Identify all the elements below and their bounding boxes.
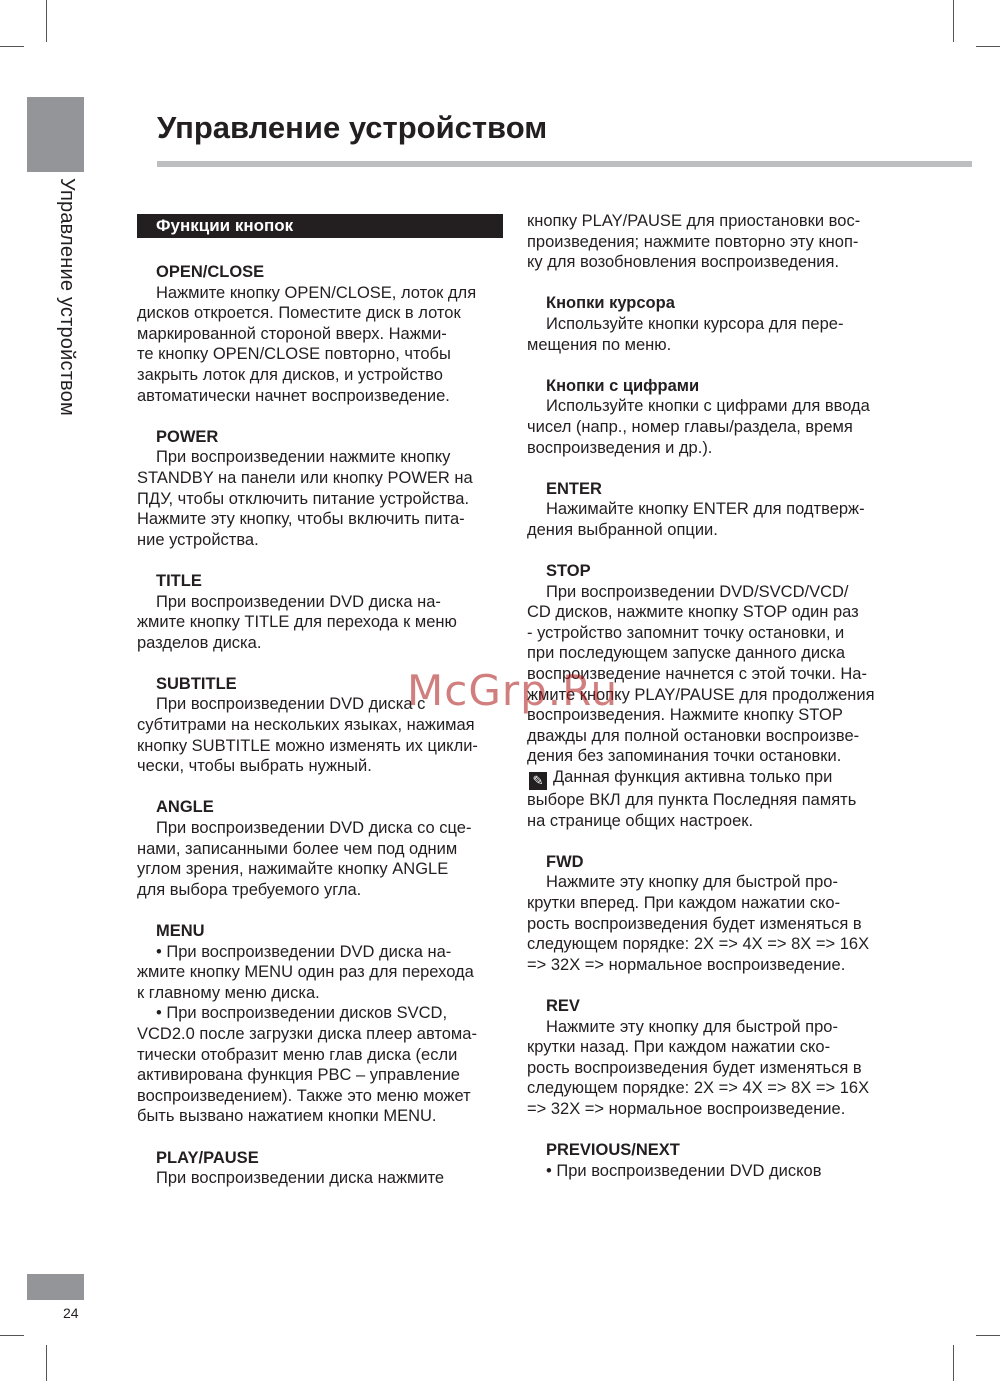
angle-section xyxy=(137,797,503,900)
note-pen-icon: ✎ xyxy=(529,772,547,790)
section-heading: OPEN/CLOSE xyxy=(156,263,265,281)
section-heading: Кнопки курсора xyxy=(546,294,675,313)
power-section xyxy=(137,427,503,551)
text-line: для выбора требуемого угла. xyxy=(137,880,362,899)
section-heading: REV xyxy=(546,996,580,1015)
bullet-line: • При воспроизведении DVD диска на- xyxy=(156,942,452,961)
crop-mark xyxy=(976,46,1000,47)
text-line: => 32X => нормальное воспроизведение. xyxy=(527,1099,846,1118)
text-line: дения без запоминания точки остановки. xyxy=(527,747,842,766)
bullet-line: • При воспроизведении DVD дисков xyxy=(546,1161,822,1180)
section-heading: STOP xyxy=(546,562,591,581)
text-line: кнопку SUBTITLE можно изменять их цикли- xyxy=(137,736,478,755)
text-line: разделов диска. xyxy=(137,633,262,652)
text-line: При воспроизведении DVD диска с xyxy=(156,695,426,714)
text-line: на странице общих настроек. xyxy=(527,811,754,830)
menu-section xyxy=(137,921,503,1127)
section-heading: MENU xyxy=(156,922,205,940)
bullet-line: • При воспроизведении дисков SVCD, xyxy=(156,1004,448,1023)
text-line: активирована функция PBC – управление xyxy=(137,1066,460,1085)
text-line: воспроизведения и др.). xyxy=(527,438,713,457)
text-line: закрыть лоток для дисков, и устройство xyxy=(137,365,443,384)
text-line: дения выбранной опции. xyxy=(527,520,718,539)
numeric-section xyxy=(527,376,897,458)
side-tab-box xyxy=(27,97,84,172)
text-line: Используйте кнопки курсора для пере- xyxy=(546,314,844,333)
crop-mark xyxy=(46,0,47,42)
section-heading: PREVIOUS/NEXT xyxy=(546,1141,680,1160)
note-text: Данная функция активна только при xyxy=(553,768,833,787)
text-line: чески, чтобы выбрать нужный. xyxy=(137,757,372,776)
text-line: воспроизведения. Нажмите кнопку STOP xyxy=(527,706,843,725)
text-line: При воспроизведении DVD диска со сце- xyxy=(156,819,472,838)
section-heading: FWD xyxy=(546,852,584,871)
text-line: произведения; нажмите повторно эту кноп- xyxy=(527,232,859,251)
section-title-bar: Функции кнопок xyxy=(137,214,503,238)
page-number-box xyxy=(27,1274,84,1300)
text-line: При воспроизведении нажмите кнопку xyxy=(156,448,451,467)
enter-section xyxy=(527,479,897,541)
text-line: кнопку PLAY/PAUSE для приостановки вос- xyxy=(527,212,861,230)
crop-mark xyxy=(46,1345,47,1381)
text-line: тически отобразит меню глав диска (если xyxy=(137,1045,458,1064)
side-title: Управление устройством xyxy=(56,178,78,416)
prev-next-section xyxy=(527,1140,897,1181)
section-heading: SUBTITLE xyxy=(156,674,237,693)
cursor-section xyxy=(527,293,897,355)
text-line: нами, записанными более чем под одним xyxy=(137,839,458,858)
section-heading: PLAY/PAUSE xyxy=(156,1148,259,1167)
section-heading: POWER xyxy=(156,427,219,446)
text-line: При воспроизведении DVD диска на- xyxy=(156,592,441,611)
section-heading: ENTER xyxy=(546,479,602,498)
text-line: рость воспроизведения будет изменяться в xyxy=(527,1058,862,1077)
text-line: субтитрами на нескольких языках, нажимая xyxy=(137,716,475,735)
text-line: рость воспроизведения будет изменяться в xyxy=(527,914,862,933)
text-line: ПДУ, чтобы отключить питание устройства. xyxy=(137,489,470,508)
section-heading: ANGLE xyxy=(156,798,214,817)
crop-mark xyxy=(0,1335,24,1336)
text-line: жмите кнопку MENU один раз для перехода xyxy=(137,963,474,982)
text-line: жмите кнопку PLAY/PAUSE для продолжения xyxy=(527,685,875,704)
text-line: CD дисков, нажмите кнопку STOP один раз xyxy=(527,603,859,622)
text-line: маркированной стороной вверх. Нажми- xyxy=(137,324,447,343)
text-line: к главному меню диска. xyxy=(137,983,320,1002)
text-line: при последующем запуске данного диска xyxy=(527,644,846,663)
page-title: Управление устройством xyxy=(157,110,548,145)
text-line: дважды для полной остановки воспроизве- xyxy=(527,726,860,745)
play-pause-continued xyxy=(527,211,897,273)
text-line: При воспроизведении диска нажмите xyxy=(156,1169,445,1188)
crop-mark xyxy=(0,46,24,47)
text-line: выборе ВКЛ для пункта Последняя память xyxy=(527,791,857,810)
section-heading: Кнопки с цифрами xyxy=(546,376,700,395)
text-line: автоматически начнет воспроизведение. xyxy=(137,386,450,405)
crop-mark xyxy=(953,1345,954,1381)
text-line: крутки вперед. При каждом нажатии ско- xyxy=(527,894,841,912)
text-line: мещения по меню. xyxy=(527,335,672,354)
text-line: воспроизведением). Также это меню может xyxy=(137,1086,471,1105)
text-line: следующем порядке: 2X => 4X => 8X => 16X xyxy=(527,1079,870,1098)
crop-mark xyxy=(976,1335,1000,1336)
text-line: - устройство запомнит точку остановки, и xyxy=(527,623,845,642)
text-line: крутки назад. При каждом нажатии ско- xyxy=(527,1038,831,1057)
text-line: ние устройства. xyxy=(137,530,259,549)
watermark: McGrp.Ru xyxy=(407,666,619,715)
text-line: быть вызвано нажатием кнопки MENU. xyxy=(137,1107,437,1126)
text-line: чисел (напр., номер главы/раздела, время xyxy=(527,417,853,436)
fwd-section xyxy=(527,852,897,976)
text-line: Используйте кнопки с цифрами для ввода xyxy=(546,397,870,416)
text-line: Нажимайте кнопку ENTER для подтверж- xyxy=(546,500,865,519)
text-line: STANDBY на панели или кнопку POWER на xyxy=(137,468,473,487)
title-rule xyxy=(157,161,972,167)
title-section xyxy=(137,571,503,653)
text-line: следующем порядке: 2X => 4X => 8X => 16X xyxy=(527,935,870,954)
open-close-section xyxy=(137,262,503,406)
page-number: 24 xyxy=(63,1305,79,1321)
text-line: => 32X => нормальное воспроизведение. xyxy=(527,955,846,974)
text-line: жмите кнопку TITLE для перехода к меню xyxy=(137,613,457,632)
text-line: те кнопку OPEN/CLOSE повторно, чтобы xyxy=(137,345,451,364)
rev-section xyxy=(527,996,897,1120)
section-heading: TITLE xyxy=(156,571,202,590)
text-line: Нажмите эту кнопку для быстрой про- xyxy=(546,873,838,892)
text-line: Нажмите эту кнопку, чтобы включить пита- xyxy=(137,510,465,529)
text-line: Нажмите эту кнопку для быстрой про- xyxy=(546,1017,838,1036)
text-line: При воспроизведении DVD/SVCD/VCD/ xyxy=(546,582,849,601)
play-pause-section xyxy=(137,1148,503,1189)
crop-mark xyxy=(953,0,954,42)
text-line: дисков откроется. Поместите диск в лоток xyxy=(137,304,461,323)
note-line xyxy=(527,767,897,790)
text-line: воспроизведение начнется с этой точки. На- xyxy=(527,665,867,684)
text-line: углом зрения, нажимайте кнопку ANGLE xyxy=(137,860,449,879)
text-line: Нажмите кнопку OPEN/CLOSE, лоток для xyxy=(156,283,477,302)
text-line: VCD2.0 после загрузки диска плеер автома- xyxy=(137,1024,477,1043)
text-line: ку для возобновления воспроизведения. xyxy=(527,253,840,272)
